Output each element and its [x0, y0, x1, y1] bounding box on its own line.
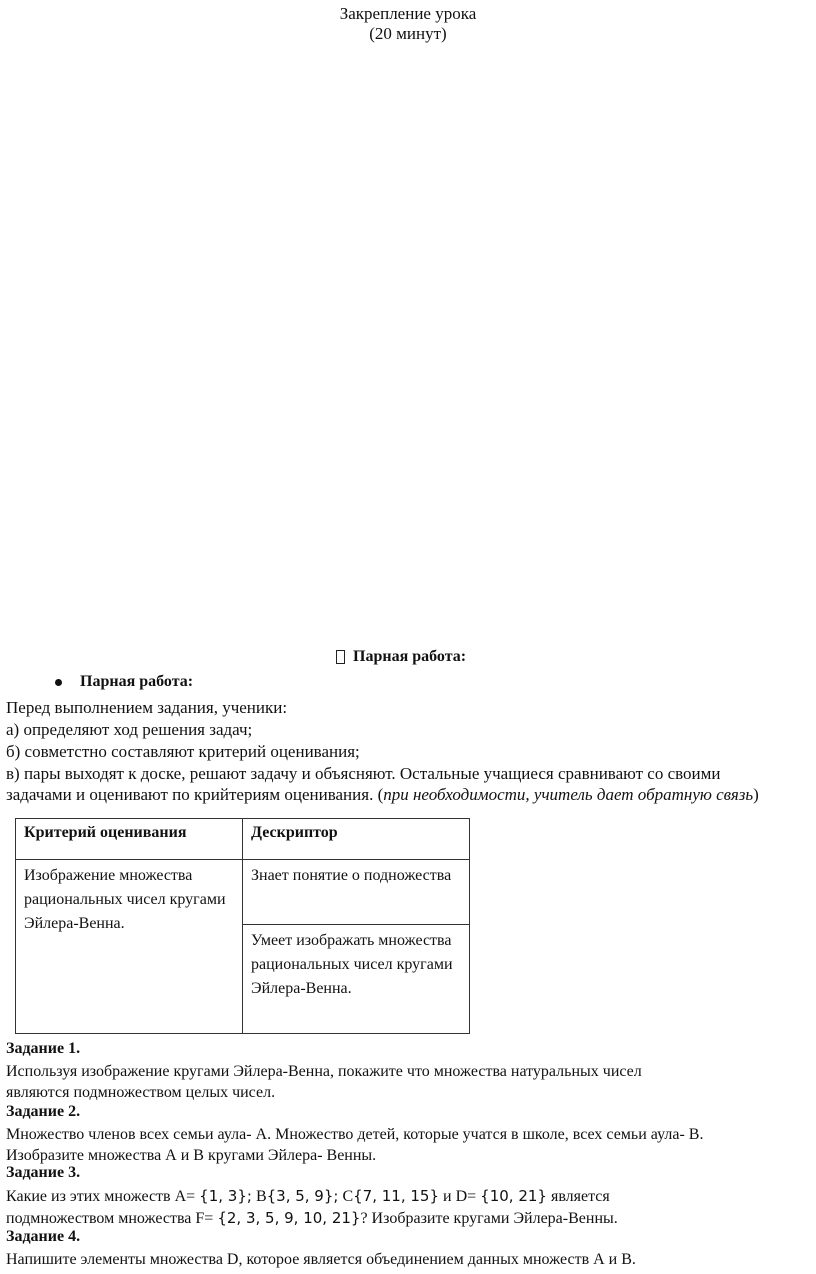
bullet-icon	[55, 679, 62, 686]
step-b: б) совметстно составляют критерий оценивания;	[6, 742, 360, 761]
table-cell-descriptor-2: Умеет изображать множества рациональных чисел кругами Эйлера-Венна.	[243, 925, 470, 1034]
task-1-line-1: Используя изображение кругами Эйлера-Венна, покажите что множества натуральных чисел	[6, 1063, 642, 1080]
task-2-line-1: Множество членов всех семьи аула- А. Множество детей, которые учатся в школе, всех семьи аула- В.	[6, 1126, 704, 1143]
set-d-label: и D=	[439, 1188, 481, 1205]
task-3-line-1	[6, 1186, 610, 1207]
step-c-italic-note: при необходимости, учитель дает обратную связь	[383, 785, 754, 804]
section-heading-centered	[336, 648, 466, 666]
task-1-line-2: являются подмножеством целых чисел.	[6, 1084, 276, 1101]
step-c: в) пары выходят к доске, решают задачу и объясняют. Остальные учащиеся сравнивают со своими	[6, 764, 721, 783]
table-header-criterion: Критерий оценивания	[16, 819, 243, 860]
step-c-close-paren: )	[753, 785, 759, 804]
task-4-line-1: Напишите элементы множества D, которое является объединением данных множеств А и В.	[6, 1251, 636, 1268]
table-header-row	[16, 819, 470, 860]
section-heading-text: Парная работа:	[353, 648, 467, 665]
page-subtitle: (20 минут)	[369, 24, 447, 43]
intro-text: Перед выполнением задания, ученики:	[6, 698, 288, 717]
step-a: а) определяют ход решения задач;	[6, 720, 253, 739]
bullet-heading	[55, 673, 193, 691]
table-row	[16, 860, 470, 925]
task-3-line2-prefix: подмножеством множества F=	[6, 1210, 218, 1227]
set-f: {2, 3, 5, 9, 10, 21}	[217, 1209, 361, 1227]
set-d: {10, 21}	[480, 1187, 547, 1205]
page-title: Закрепление урока	[339, 4, 477, 23]
bullet-heading-text: Парная работа:	[80, 673, 194, 690]
step-c-continuation	[6, 784, 806, 805]
task-3-prefix: Какие из этих множеств A=	[6, 1188, 200, 1205]
task-1-heading: Задание 1.	[6, 1040, 81, 1057]
criteria-table	[15, 818, 470, 1034]
task-4-heading: Задание 4.	[6, 1228, 81, 1245]
task-2-heading: Задание 2.	[6, 1103, 81, 1120]
task-3-line2-suffix: ? Изобразите кругами Эйлера-Венны.	[360, 1210, 618, 1227]
set-a: {1, 3};	[199, 1187, 252, 1205]
step-c-cont-text: задачами и оценивают по крийтериям оценивания. (	[6, 785, 384, 804]
task-2-line-2: Изобразите множества А и В кругами Эйлера- Венны.	[6, 1147, 377, 1164]
table-cell-criterion: Изображение множества рациональных чисел кругами Эйлера-Венна.	[16, 860, 243, 1034]
set-b-label: B	[251, 1188, 267, 1205]
set-b: {3, 5, 9};	[266, 1187, 339, 1205]
set-c-label: C	[338, 1188, 354, 1205]
missing-glyph-icon	[336, 650, 345, 664]
task-3-heading: Задание 3.	[6, 1164, 81, 1181]
table-header-descriptor: Дескриптор	[243, 819, 470, 860]
task-3-suffix: является	[546, 1188, 610, 1205]
task-3-line-2	[6, 1208, 618, 1229]
table-cell-descriptor-1: Знает понятие о подножества	[243, 860, 470, 925]
set-c: {7, 11, 15}	[353, 1187, 440, 1205]
